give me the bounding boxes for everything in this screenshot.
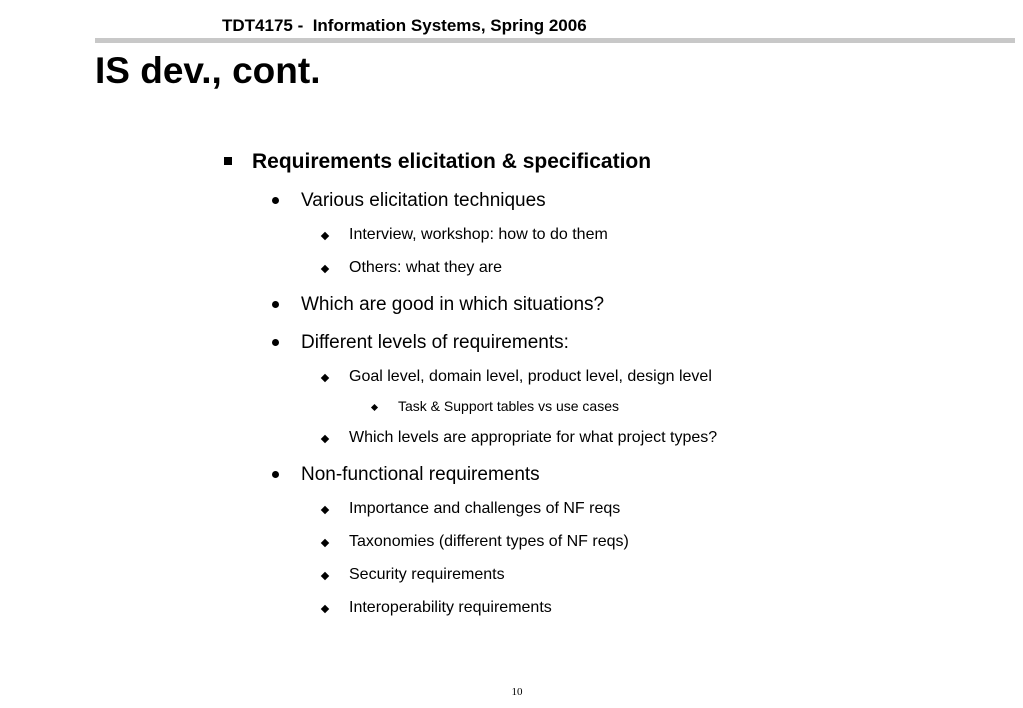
round-bullet-icon [272,339,279,346]
square-bullet-icon [224,157,232,165]
diamond-bullet-icon [371,404,378,411]
bullet-text: Task & Support tables vs use cases [398,398,619,414]
bullet-text: Importance and challenges of NF reqs [349,500,621,517]
diamond-bullet-icon [321,572,329,580]
bullet-text: Others: what they are [349,259,502,276]
bullet-text: Goal level, domain level, product level, design level [349,368,712,385]
bullet-text: Security requirements [349,566,505,583]
bullet-text: Non-functional requirements [301,464,540,485]
header-divider [95,38,1015,43]
bullet-text: Interoperability requirements [349,599,552,616]
page-number: 10 [511,686,523,698]
bullet-text: Which levels are appropriate for what project types? [349,429,718,446]
bullet-text: Various elicitation techniques [301,190,546,211]
diamond-bullet-icon [321,605,329,613]
bullet-text: Requirements elicitation & specification [252,150,652,173]
diamond-bullet-icon [321,435,329,443]
bullet-text: Different levels of requirements: [301,332,569,353]
diamond-bullet-icon [321,539,329,547]
round-bullet-icon [272,301,279,308]
round-bullet-icon [272,197,279,204]
bullet-text: Interview, workshop: how to do them [349,226,608,243]
round-bullet-icon [272,471,279,478]
diamond-bullet-icon [321,232,329,240]
diamond-bullet-icon [321,506,329,514]
diamond-bullet-icon [321,374,329,382]
bullet-text: Which are good in which situations? [301,294,605,315]
slide-title: IS dev., cont. [95,50,321,91]
course-header: TDT4175 - Information Systems, Spring 2006 [222,16,587,35]
bullet-text: Taxonomies (different types of NF reqs) [349,533,629,550]
diamond-bullet-icon [321,265,329,273]
